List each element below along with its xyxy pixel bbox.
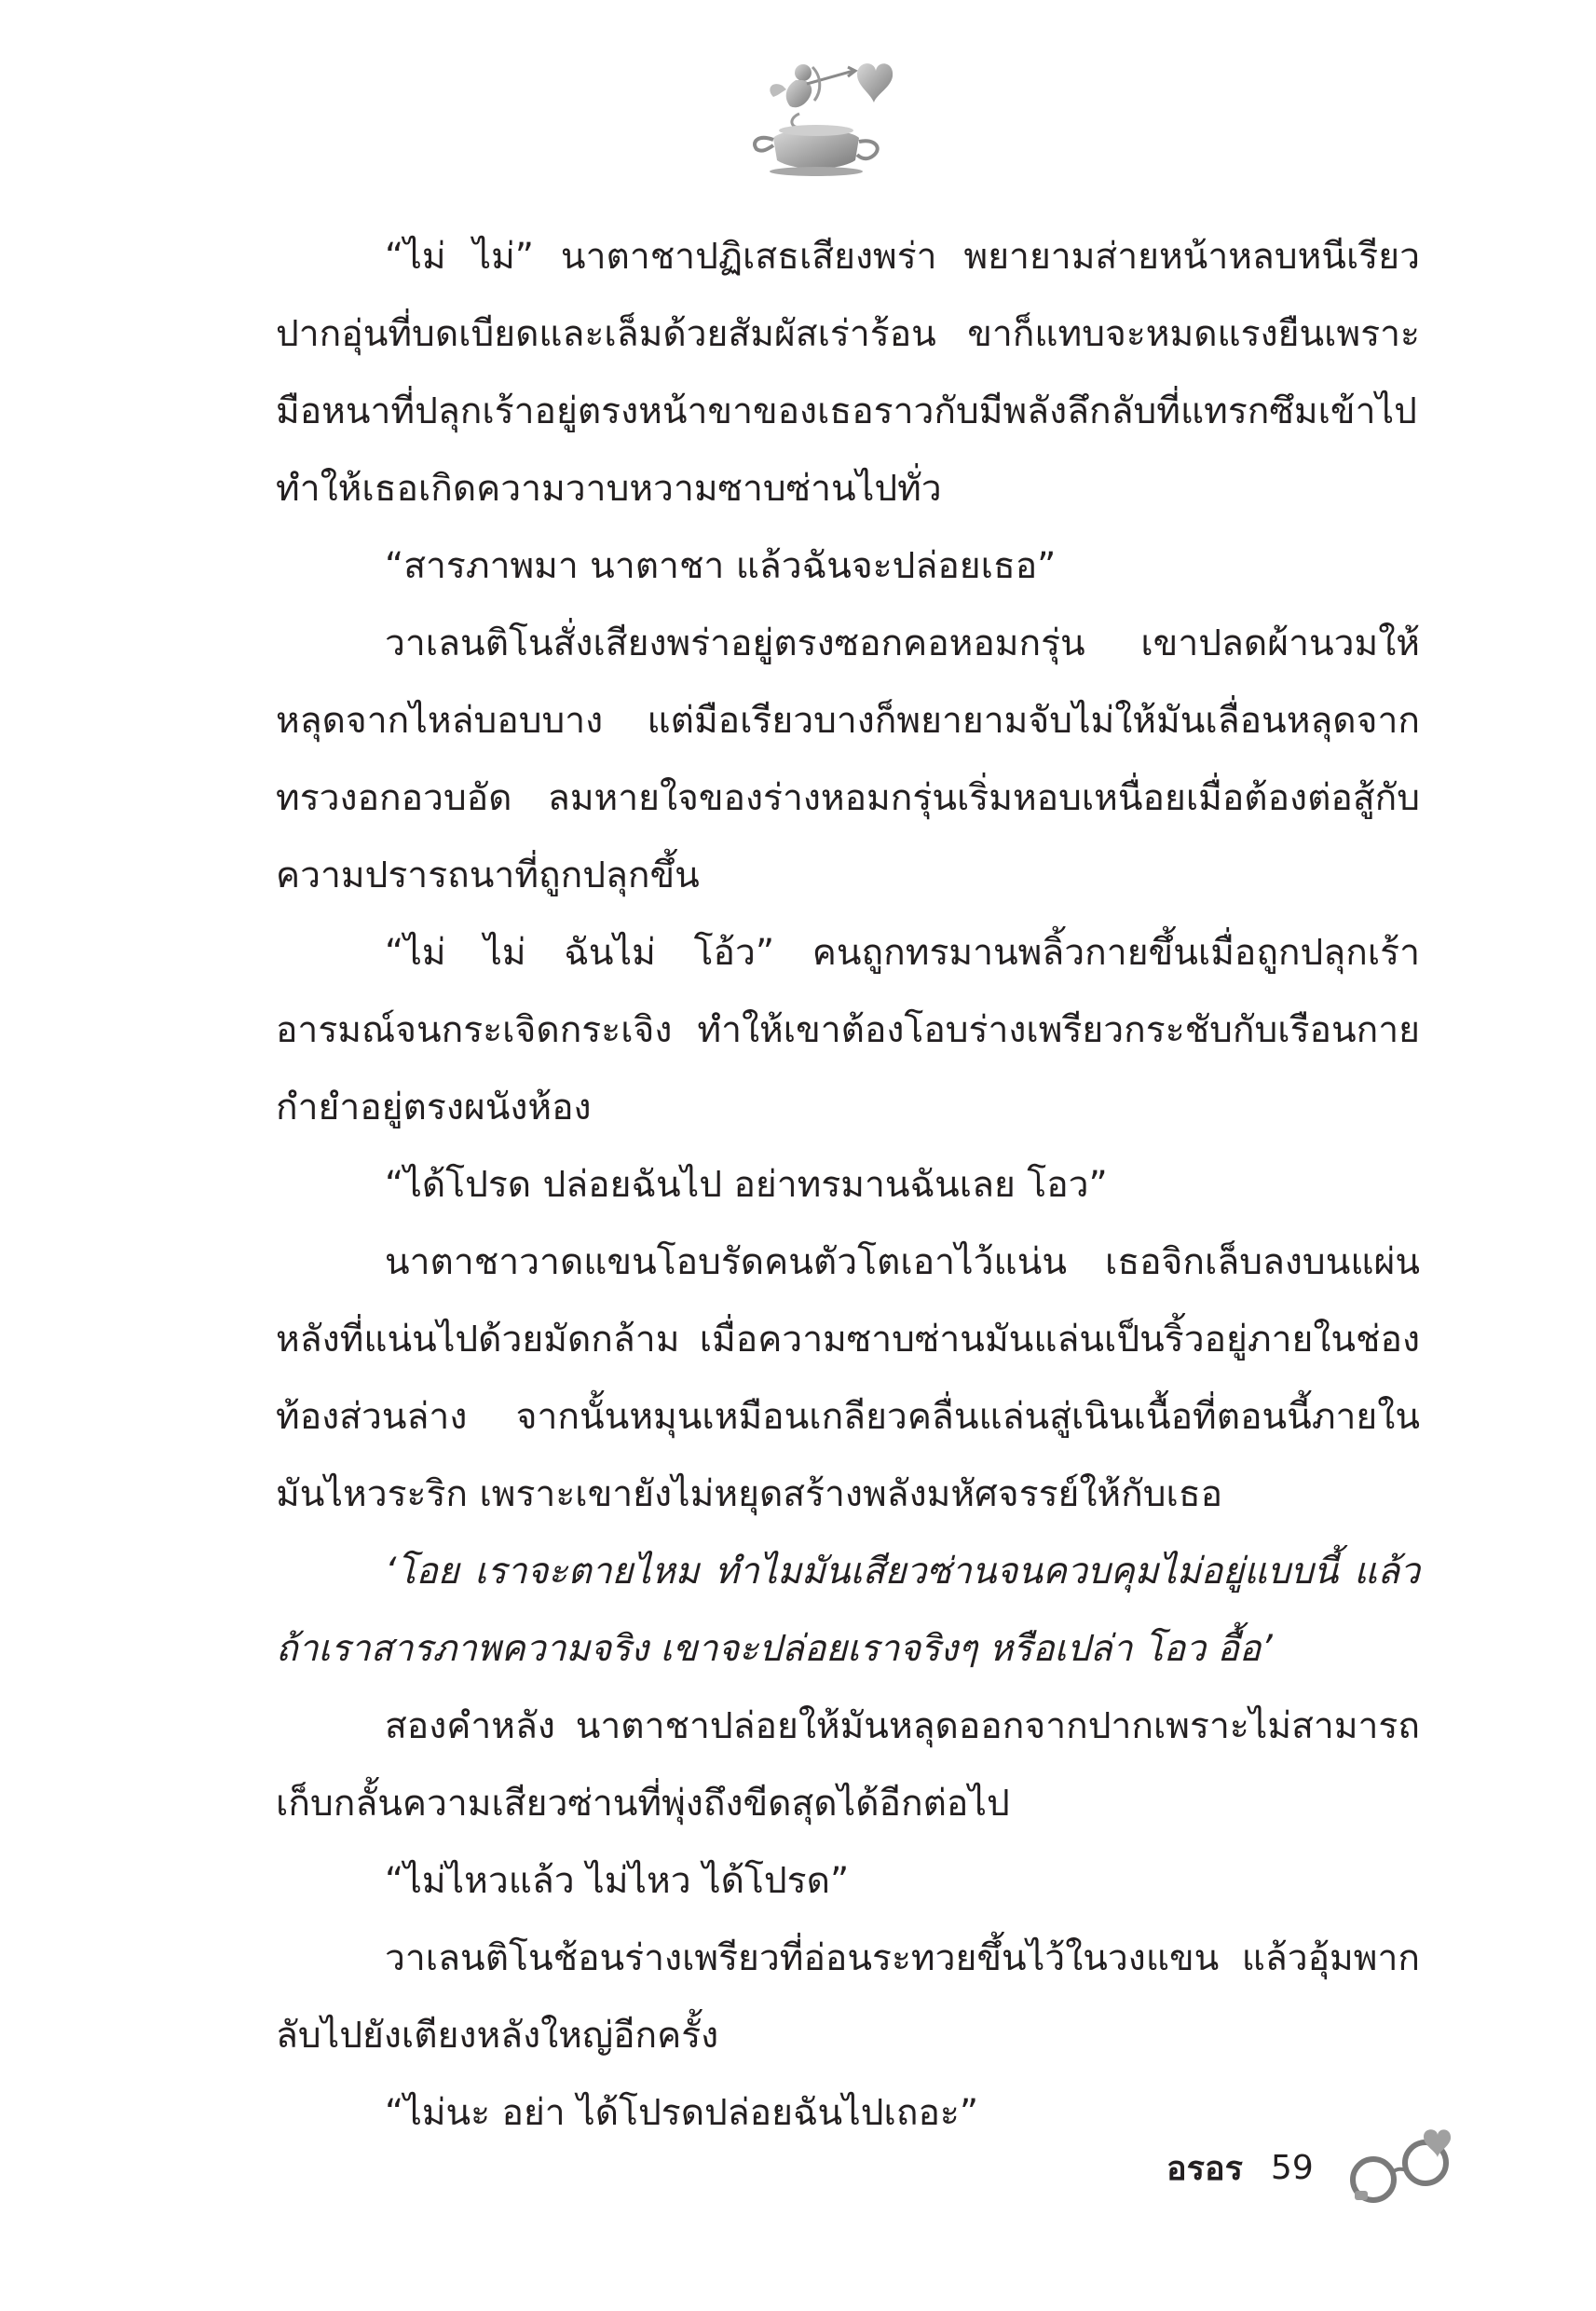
body-text <box>276 218 1420 2152</box>
paragraph: “ได้โปรด ปล่อยฉันไป อย่าทรมานฉันเลย โอว” <box>385 1164 1108 1206</box>
page-footer <box>1166 2140 1463 2195</box>
italic-thought-paragraph: ‘โอย เราจะตายไหม ทำไมมันเสียวซ่านจนควบคุมไม่อยู่แบบนี้ แล้วถ้าเราสารภาพความจริง เขาจะปล่อยเราจริงๆ หรือเปล่า โอว อื้อ’ <box>276 1551 1420 1670</box>
paragraph: “สารภาพมา นาตาชา แล้วฉันจะปล่อยเธอ” <box>385 545 1057 587</box>
paragraph: “ไม่ ไม่ ฉันไม่ โอ้ว” คนถูกทรมานพลิ้วกายขึ้นเมื่อถูกปลุกเร้าอารมณ์จนกระเจิดกระเจิง ทำให้เขาต้องโอบร่างเพรียวกระชับกับเรือนกายกำยำอยู่ตรงผนังห้อง <box>276 932 1420 1128</box>
paragraph: นาตาชาวาดแขนโอบรัดคนตัวโตเอาไว้แน่น เธอจิกเล็บลงบนแผ่นหลังที่แน่นไปด้วยมัดกล้าม เมื่อความซาบซ่านมันแล่นเป็นริ้วอยู่ภายในช่องท้องส่วนล่าง จากนั้นหมุนเหมือนเกลียวคลื่นแล่นสู่เนินเนื้อที่ตอนนี้ภายในมันไหวระริก เพราะเขายังไม่หยุดสร้างพลังมหัศจรรย์ให้กับเธอ <box>276 1241 1420 1515</box>
paragraph: วาเลนติโนสั่งเสียงพร่าอยู่ตรงซอกคอหอมกรุ่น เขาปลดผ้านวมให้หลุดจากไหล่บอบบาง แต่มือเรียวบางก็พยายามจับไม่ให้มันเลื่อนหลุดจากทรวงอกอวบอัด ลมหายใจของร่างหอมกรุ่นเริ่มหอบเหนื่อยเมื่อต้องต่อสู้กับความปรารถนาที่ถูกปลุกขึ้น <box>276 622 1420 896</box>
cupid-teapot-icon <box>745 48 904 179</box>
paragraph: “ไม่ ไม่” นาตาชาปฏิเสธเสียงพร่า พยายามส่ายหน้าหลบหนีเรียวปากอุ่นที่บดเบียดและเล็มด้วยสัมผัสเร่าร้อน ขาก็แทบจะหมดแรงยืนเพราะมือหนาที่ปลุกเร้าอยู่ตรงหน้าขาของเธอราวกับมีพลังลึกลับที่แทรกซึมเข้าไปทำให้เธอเกิดความวาบหวามซาบซ่านไปทั่ว <box>276 236 1420 510</box>
paragraph: วาเลนติโนช้อนร่างเพรียวที่อ่อนระทวยขึ้นไว้ในวงแขน แล้วอุ้มพากลับไปยังเตียงหลังใหญ่อีกครั้ง <box>276 1937 1420 2057</box>
paragraph: สองคำหลัง นาตาชาปล่อยให้มันหลุดออกจากปากเพราะไม่สามารถเก็บกลั้นความเสียวซ่านที่พุ่งถึงขีดสุดได้อีกต่อไป <box>276 1705 1420 1825</box>
paragraph: “ไม่นะ อย่า ได้โปรดปล่อยฉันไปเถอะ” <box>385 2092 979 2134</box>
page-number: 59 <box>1270 2148 1314 2187</box>
paragraph: “ไม่ไหวแล้ว ไม่ไหว ได้โปรด” <box>385 1860 850 1902</box>
handcuffs-icon <box>1342 2126 1463 2209</box>
running-title: อรอร <box>1166 2149 1243 2188</box>
